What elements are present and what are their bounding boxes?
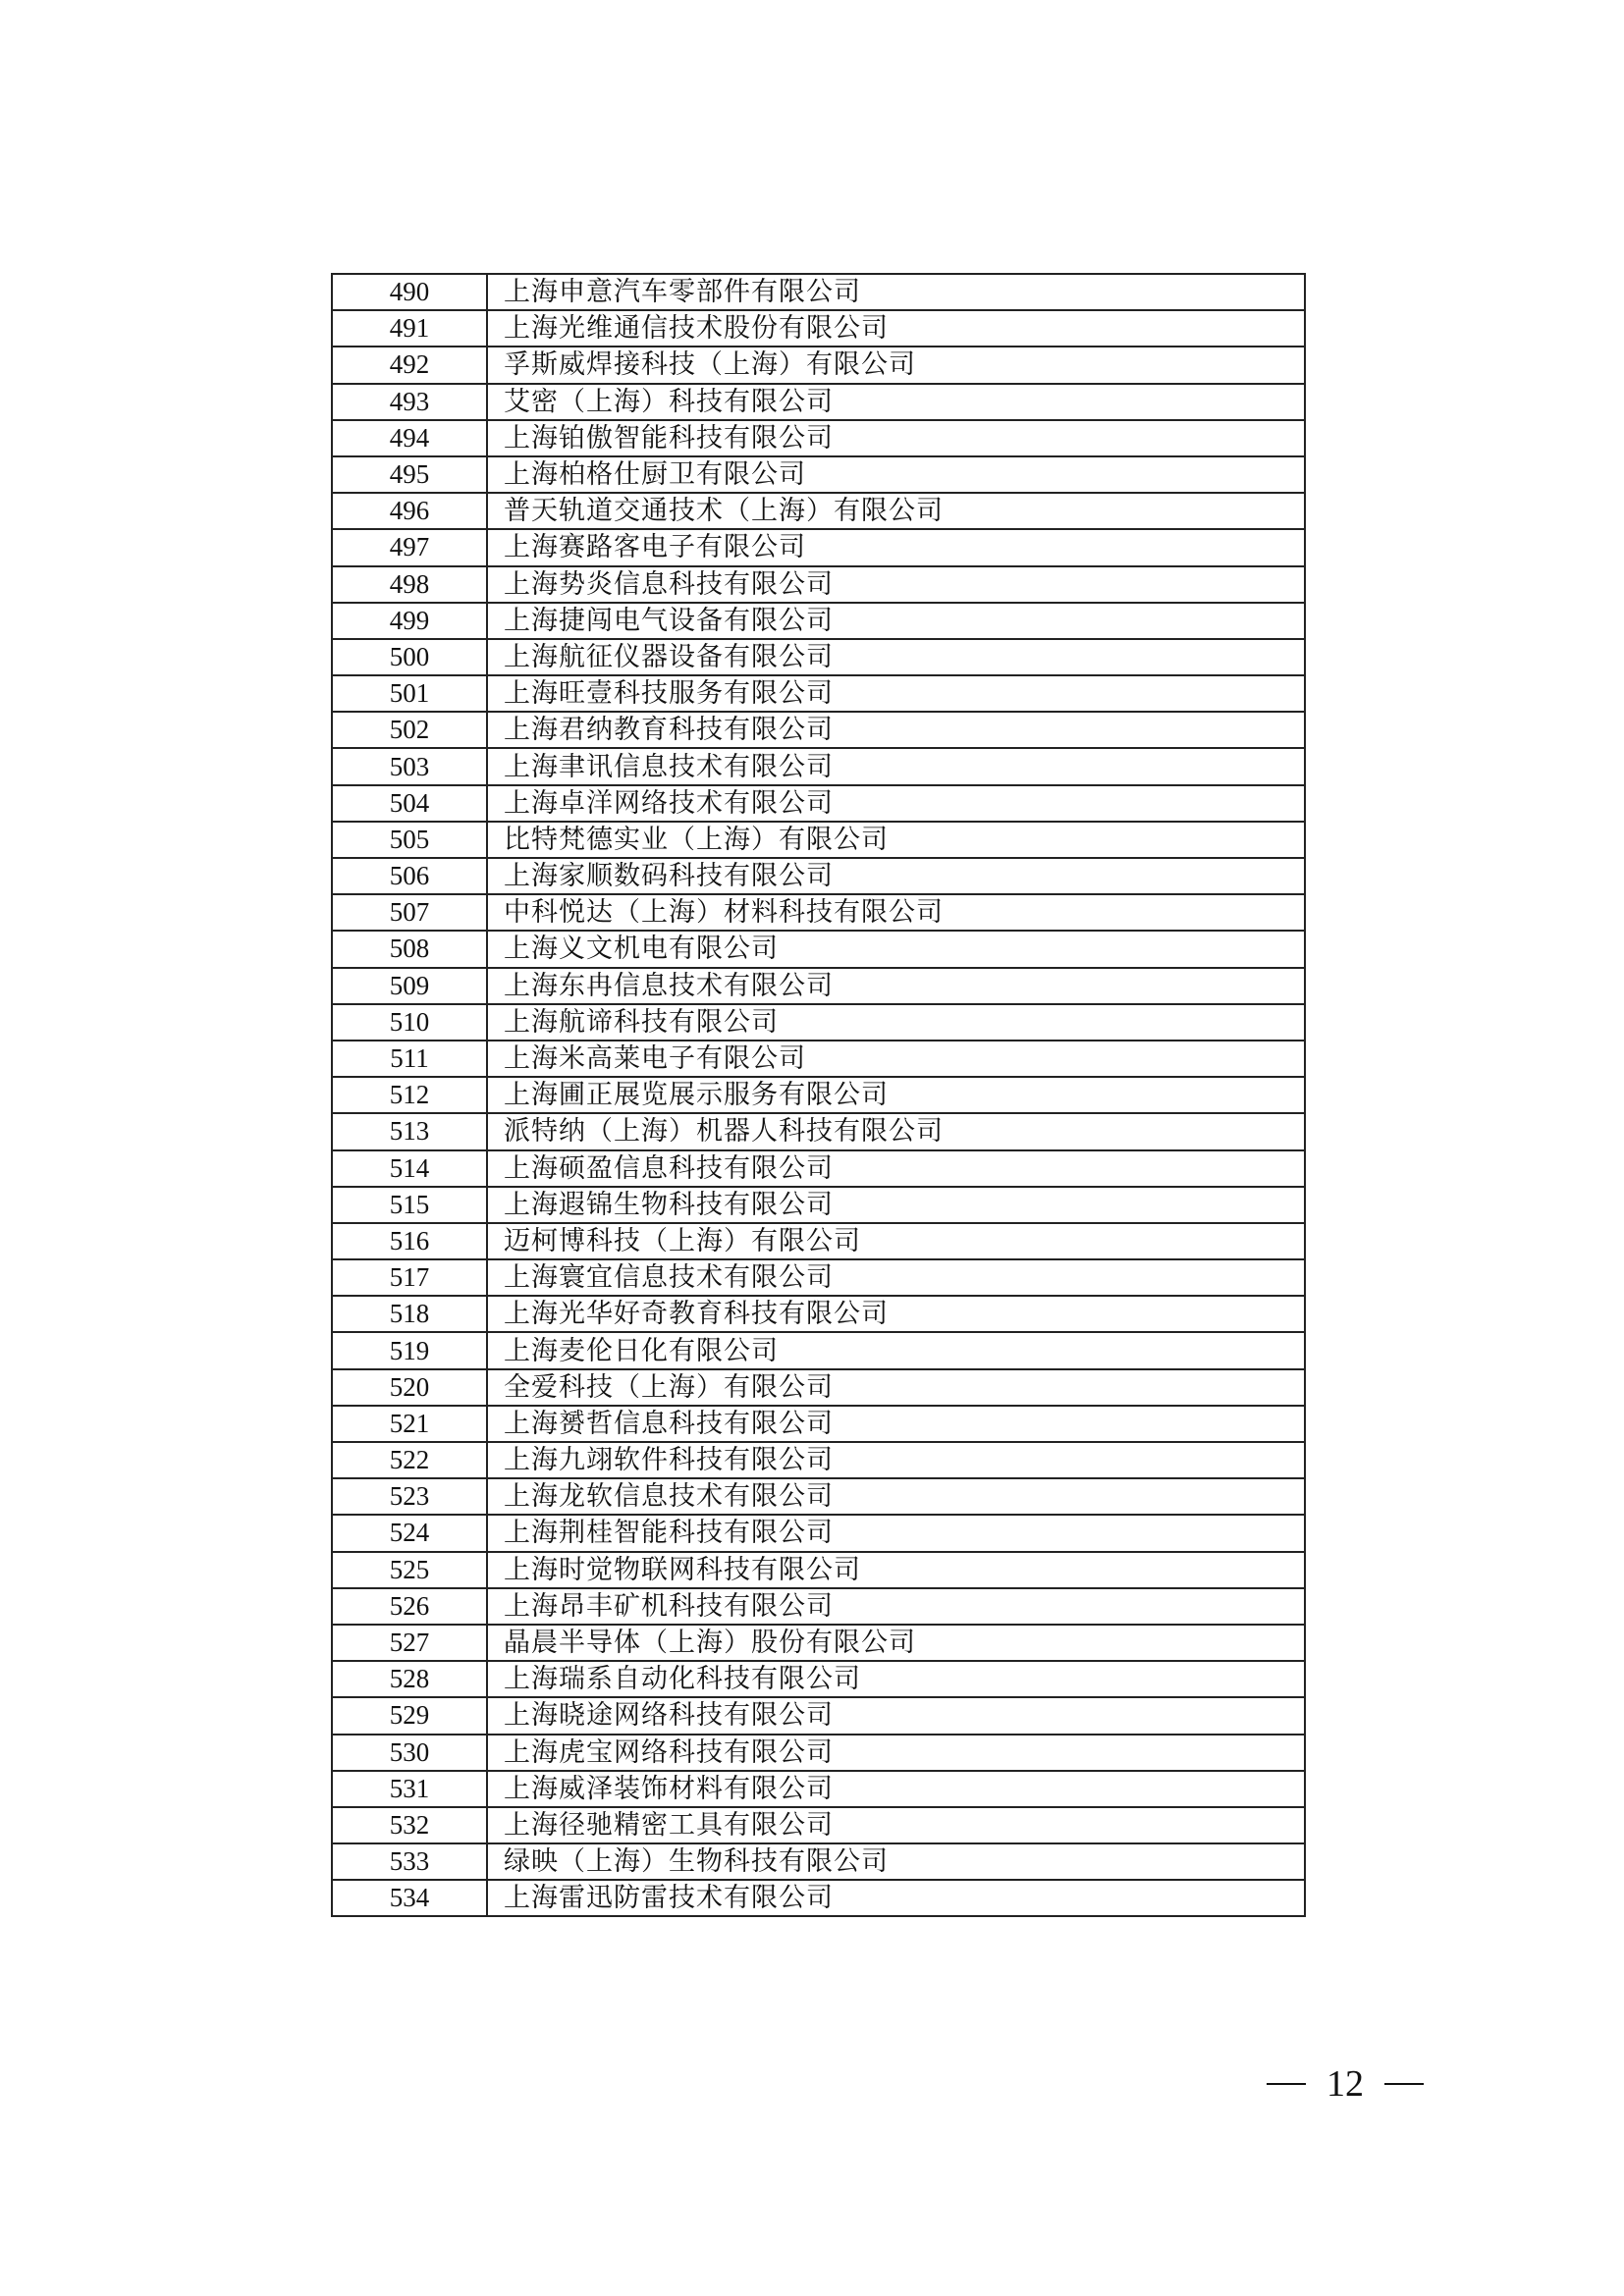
table-row bbox=[332, 420, 1305, 456]
row-number: 494 bbox=[332, 420, 487, 456]
table-row bbox=[332, 1552, 1305, 1588]
page-footer bbox=[1267, 2059, 1424, 2109]
company-name: 上海赛路客电子有限公司 bbox=[487, 529, 1305, 565]
row-number: 510 bbox=[332, 1004, 487, 1041]
table-row bbox=[332, 1588, 1305, 1625]
table-row bbox=[332, 493, 1305, 529]
company-name: 全爱科技（上海）有限公司 bbox=[487, 1369, 1305, 1406]
row-number: 501 bbox=[332, 675, 487, 712]
company-name: 上海义文机电有限公司 bbox=[487, 931, 1305, 967]
row-number: 495 bbox=[332, 456, 487, 493]
company-name: 上海航谛科技有限公司 bbox=[487, 1004, 1305, 1041]
row-number: 507 bbox=[332, 894, 487, 931]
table-row bbox=[332, 858, 1305, 894]
table-row bbox=[332, 1332, 1305, 1368]
company-name: 上海晓途网络科技有限公司 bbox=[487, 1697, 1305, 1734]
company-name: 上海雷迅防雷技术有限公司 bbox=[487, 1880, 1305, 1916]
row-number: 523 bbox=[332, 1478, 487, 1515]
row-number: 526 bbox=[332, 1588, 487, 1625]
row-number: 491 bbox=[332, 310, 487, 347]
table-row bbox=[332, 785, 1305, 822]
company-name: 上海昂丰矿机科技有限公司 bbox=[487, 1588, 1305, 1625]
company-name: 上海铂傲智能科技有限公司 bbox=[487, 420, 1305, 456]
company-name: 晶晨半导体（上海）股份有限公司 bbox=[487, 1625, 1305, 1661]
company-name: 上海光维通信技术股份有限公司 bbox=[487, 310, 1305, 347]
row-number: 496 bbox=[332, 493, 487, 529]
table-row bbox=[332, 1187, 1305, 1223]
table-row bbox=[332, 931, 1305, 967]
company-name: 上海麦伦日化有限公司 bbox=[487, 1332, 1305, 1368]
table-row bbox=[332, 894, 1305, 931]
company-name: 上海遐锦生物科技有限公司 bbox=[487, 1187, 1305, 1223]
table-row bbox=[332, 1807, 1305, 1843]
row-number: 521 bbox=[332, 1406, 487, 1442]
row-number: 509 bbox=[332, 968, 487, 1004]
company-name: 上海旺壹科技服务有限公司 bbox=[487, 675, 1305, 712]
table-row bbox=[332, 1369, 1305, 1406]
row-number: 502 bbox=[332, 712, 487, 748]
company-name: 上海柏格仕厨卫有限公司 bbox=[487, 456, 1305, 493]
table-row bbox=[332, 1697, 1305, 1734]
row-number: 524 bbox=[332, 1515, 487, 1551]
company-name: 上海瑞系自动化科技有限公司 bbox=[487, 1661, 1305, 1697]
company-name: 派特纳（上海）机器人科技有限公司 bbox=[487, 1113, 1305, 1149]
company-name: 上海光华好奇教育科技有限公司 bbox=[487, 1296, 1305, 1332]
table-row bbox=[332, 1735, 1305, 1771]
table-row bbox=[332, 1843, 1305, 1880]
company-list-body bbox=[332, 274, 1305, 1916]
table-row bbox=[332, 347, 1305, 383]
company-name: 上海虎宝网络科技有限公司 bbox=[487, 1735, 1305, 1771]
row-number: 516 bbox=[332, 1223, 487, 1259]
company-name: 上海龙软信息技术有限公司 bbox=[487, 1478, 1305, 1515]
table-row bbox=[332, 1478, 1305, 1515]
company-list-table bbox=[331, 273, 1306, 1917]
table-row bbox=[332, 1661, 1305, 1697]
table-row bbox=[332, 310, 1305, 347]
row-number: 498 bbox=[332, 566, 487, 603]
row-number: 534 bbox=[332, 1880, 487, 1916]
table-row bbox=[332, 1113, 1305, 1149]
company-name: 上海硕盈信息科技有限公司 bbox=[487, 1150, 1305, 1187]
company-name: 艾密（上海）科技有限公司 bbox=[487, 384, 1305, 420]
company-name: 上海航征仪器设备有限公司 bbox=[487, 639, 1305, 675]
company-name: 上海捷闯电气设备有限公司 bbox=[487, 603, 1305, 639]
row-number: 492 bbox=[332, 347, 487, 383]
company-name: 上海径驰精密工具有限公司 bbox=[487, 1807, 1305, 1843]
row-number: 520 bbox=[332, 1369, 487, 1406]
table-row bbox=[332, 748, 1305, 784]
row-number: 512 bbox=[332, 1077, 487, 1113]
company-name: 上海家顺数码科技有限公司 bbox=[487, 858, 1305, 894]
row-number: 531 bbox=[332, 1771, 487, 1807]
company-name: 迈柯博科技（上海）有限公司 bbox=[487, 1223, 1305, 1259]
row-number: 530 bbox=[332, 1735, 487, 1771]
table-row bbox=[332, 1771, 1305, 1807]
row-number: 506 bbox=[332, 858, 487, 894]
row-number: 513 bbox=[332, 1113, 487, 1149]
row-number: 525 bbox=[332, 1552, 487, 1588]
company-name: 中科悦达（上海）材料科技有限公司 bbox=[487, 894, 1305, 931]
company-name: 上海威泽装饰材料有限公司 bbox=[487, 1771, 1305, 1807]
row-number: 529 bbox=[332, 1697, 487, 1734]
row-number: 490 bbox=[332, 274, 487, 310]
row-number: 505 bbox=[332, 822, 487, 858]
table-row bbox=[332, 1077, 1305, 1113]
table-row bbox=[332, 1515, 1305, 1551]
table-row bbox=[332, 529, 1305, 565]
company-name: 上海赟哲信息科技有限公司 bbox=[487, 1406, 1305, 1442]
table-row bbox=[332, 639, 1305, 675]
table-row bbox=[332, 274, 1305, 310]
company-name: 上海寰宜信息技术有限公司 bbox=[487, 1259, 1305, 1296]
row-number: 514 bbox=[332, 1150, 487, 1187]
row-number: 504 bbox=[332, 785, 487, 822]
company-name: 孚斯威焊接科技（上海）有限公司 bbox=[487, 347, 1305, 383]
row-number: 532 bbox=[332, 1807, 487, 1843]
table-row bbox=[332, 1625, 1305, 1661]
row-number: 527 bbox=[332, 1625, 487, 1661]
table-row bbox=[332, 712, 1305, 748]
company-name: 上海申意汽车零部件有限公司 bbox=[487, 274, 1305, 310]
table-row bbox=[332, 1259, 1305, 1296]
row-number: 518 bbox=[332, 1296, 487, 1332]
table-row bbox=[332, 384, 1305, 420]
table-row bbox=[332, 1004, 1305, 1041]
row-number: 528 bbox=[332, 1661, 487, 1697]
row-number: 522 bbox=[332, 1442, 487, 1478]
company-name: 上海聿讯信息技术有限公司 bbox=[487, 748, 1305, 784]
company-name: 上海东冉信息技术有限公司 bbox=[487, 968, 1305, 1004]
company-name: 上海荆桂智能科技有限公司 bbox=[487, 1515, 1305, 1551]
row-number: 533 bbox=[332, 1843, 487, 1880]
row-number: 500 bbox=[332, 639, 487, 675]
table-row bbox=[332, 822, 1305, 858]
row-number: 515 bbox=[332, 1187, 487, 1223]
table-row bbox=[332, 968, 1305, 1004]
table-row bbox=[332, 1041, 1305, 1077]
company-name: 上海势炎信息科技有限公司 bbox=[487, 566, 1305, 603]
table-row bbox=[332, 1406, 1305, 1442]
table-row bbox=[332, 566, 1305, 603]
company-name: 普天轨道交通技术（上海）有限公司 bbox=[487, 493, 1305, 529]
table-row bbox=[332, 1442, 1305, 1478]
row-number: 519 bbox=[332, 1332, 487, 1368]
footer-dash-left bbox=[1267, 2083, 1306, 2085]
row-number: 508 bbox=[332, 931, 487, 967]
row-number: 493 bbox=[332, 384, 487, 420]
company-name: 上海时觉物联网科技有限公司 bbox=[487, 1552, 1305, 1588]
page-number: 12 bbox=[1326, 2063, 1364, 2105]
row-number: 499 bbox=[332, 603, 487, 639]
company-name: 绿映（上海）生物科技有限公司 bbox=[487, 1843, 1305, 1880]
company-name: 上海米高莱电子有限公司 bbox=[487, 1041, 1305, 1077]
table-row bbox=[332, 1223, 1305, 1259]
company-name: 上海九翊软件科技有限公司 bbox=[487, 1442, 1305, 1478]
company-name: 上海君纳教育科技有限公司 bbox=[487, 712, 1305, 748]
table-row bbox=[332, 675, 1305, 712]
table-row bbox=[332, 1150, 1305, 1187]
table-row bbox=[332, 456, 1305, 493]
company-name: 比特梵德实业（上海）有限公司 bbox=[487, 822, 1305, 858]
row-number: 497 bbox=[332, 529, 487, 565]
row-number: 503 bbox=[332, 748, 487, 784]
company-name: 上海圃正展览展示服务有限公司 bbox=[487, 1077, 1305, 1113]
table-row bbox=[332, 1880, 1305, 1916]
footer-dash-right bbox=[1384, 2083, 1424, 2085]
table-row bbox=[332, 1296, 1305, 1332]
row-number: 511 bbox=[332, 1041, 487, 1077]
company-name: 上海卓洋网络技术有限公司 bbox=[487, 785, 1305, 822]
table-row bbox=[332, 603, 1305, 639]
row-number: 517 bbox=[332, 1259, 487, 1296]
